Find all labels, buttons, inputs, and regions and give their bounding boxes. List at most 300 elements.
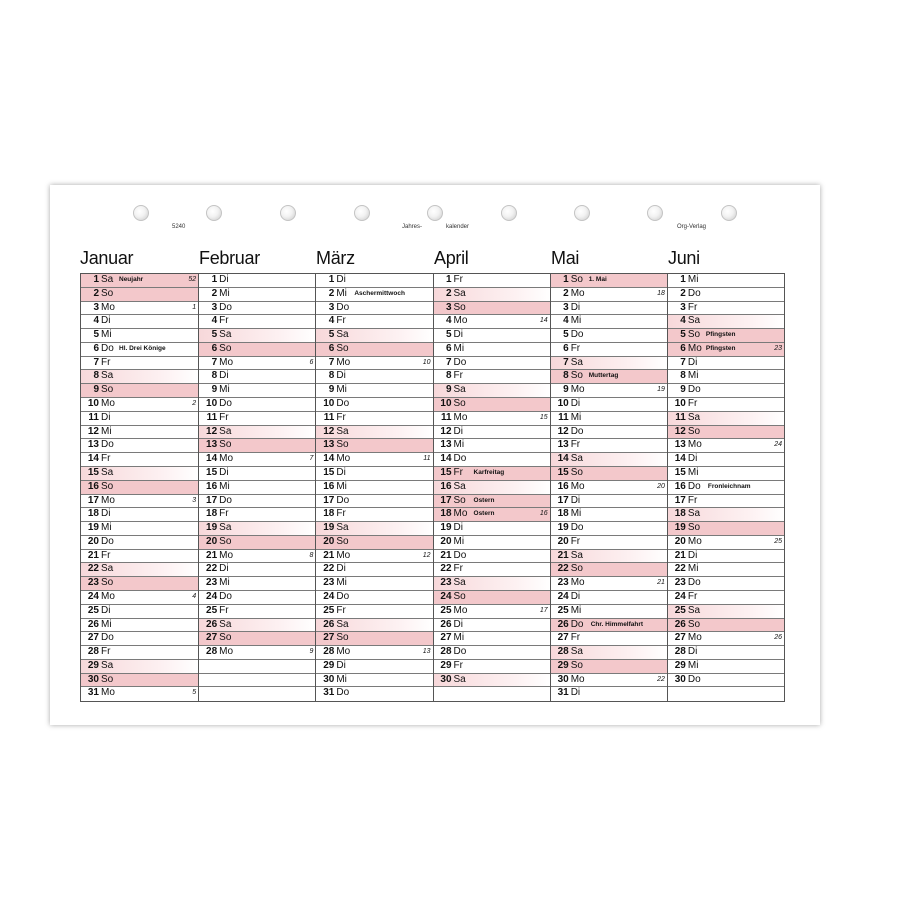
day-number: 27 [674, 632, 686, 644]
day-row [434, 426, 550, 440]
day-number: 1 [563, 274, 569, 285]
day-row [434, 398, 550, 412]
day-number: 7 [211, 356, 218, 368]
day-row [551, 577, 667, 591]
day-number: 7 [445, 356, 452, 368]
day-row [668, 329, 784, 343]
day-number: 24 [440, 590, 452, 602]
weekday: Do [687, 480, 701, 492]
weekday: Sa [336, 329, 349, 341]
weekday: Di [101, 411, 111, 423]
holiday-note: Ostern [473, 496, 495, 504]
day-number: 12 [206, 425, 218, 437]
weekday: So [336, 632, 349, 644]
weekday: Di [101, 508, 111, 520]
weekday: Mi [101, 618, 112, 630]
week-number: 8 [309, 551, 314, 559]
day-number: 21 [557, 549, 569, 561]
day-number: 8 [563, 370, 569, 382]
weekday: Mo [336, 646, 351, 658]
day-number: 26 [440, 618, 452, 630]
weekday: Di [570, 494, 581, 506]
holiday-note: Fronleichnam [707, 482, 751, 490]
day-row [199, 343, 315, 357]
day-number: 26 [674, 618, 686, 630]
weekday: Fr [687, 590, 698, 602]
week-number: 25 [774, 537, 783, 545]
day-row [551, 288, 667, 302]
day-row [551, 522, 667, 536]
day-number: 8 [93, 370, 99, 382]
day-row [199, 453, 315, 467]
day-row [551, 563, 667, 577]
day-number: 25 [323, 604, 335, 616]
day-row [81, 384, 198, 398]
weekday: Fr [101, 549, 111, 561]
month-title: Januar [80, 248, 134, 268]
weekday: So [687, 618, 701, 630]
weekday: Sa [453, 577, 466, 589]
weekday: Di [687, 453, 698, 465]
day-row [434, 453, 550, 467]
weekday: Fr [687, 494, 698, 506]
day-row [668, 274, 784, 288]
day-row [316, 674, 432, 688]
weekday: Mo [101, 398, 115, 410]
day-number: 22 [206, 563, 218, 575]
day-row [81, 357, 198, 371]
weekday: So [219, 342, 232, 354]
day-row [668, 646, 784, 660]
weekday: Do [219, 398, 232, 410]
weekday: Mi [687, 274, 699, 285]
day-number: 11 [440, 411, 452, 423]
weekday: Do [336, 590, 350, 602]
day-number: 6 [680, 342, 686, 354]
day-number: 23 [557, 577, 569, 589]
day-row [316, 467, 432, 481]
day-row [199, 357, 315, 371]
weekday: Mo [336, 356, 351, 368]
weekday: Fr [336, 508, 346, 520]
day-number: 3 [328, 301, 335, 313]
week-number: 5 [192, 689, 197, 697]
day-number: 28 [87, 646, 99, 658]
holiday-note: Neujahr [119, 276, 144, 283]
weekday: Di [219, 370, 229, 382]
day-row [316, 274, 432, 288]
day-number: 23 [206, 577, 218, 589]
day-number: 28 [674, 646, 686, 658]
day-number: 18 [440, 508, 452, 520]
weekday: Di [219, 563, 229, 575]
weekday: So [687, 522, 701, 534]
day-number: 24 [557, 590, 569, 602]
weekday: Sa [453, 673, 466, 685]
weekday: So [687, 425, 701, 437]
day-row [81, 370, 198, 384]
weekday: Do [336, 687, 350, 699]
day-number: 14 [206, 453, 218, 465]
day-row [199, 577, 315, 591]
day-number: 2 [211, 287, 218, 299]
day-row [199, 481, 315, 495]
weekday: Fr [336, 411, 346, 423]
day-number: 25 [87, 604, 99, 616]
day-number: 29 [87, 659, 99, 671]
day-number: 13 [323, 439, 335, 451]
day-row [316, 660, 432, 674]
day-number: 5 [680, 329, 686, 341]
day-row [551, 315, 667, 329]
day-row [81, 632, 198, 646]
day-number: 21 [206, 549, 218, 561]
day-row [434, 495, 550, 509]
weekday: Di [570, 687, 581, 699]
day-number: 3 [211, 301, 218, 313]
week-number: 13 [422, 648, 431, 656]
weekday: Do [453, 549, 467, 561]
weekday: Sa [336, 522, 349, 534]
day-row [316, 619, 432, 633]
day-row [668, 288, 784, 302]
month-title: Mai [551, 248, 580, 268]
day-number: 12 [440, 425, 452, 437]
week-number: 18 [657, 289, 665, 297]
day-number: 26 [323, 618, 335, 630]
holiday-note: Ostern [473, 510, 495, 518]
day-number: 19 [674, 522, 686, 534]
day-number: 19 [323, 522, 335, 534]
weekday: Sa [101, 659, 114, 671]
weekday: Fr [687, 398, 698, 410]
weekday: Mo [570, 673, 585, 685]
day-row [81, 536, 198, 550]
weekday: Mo [570, 287, 585, 299]
weekday: So [570, 659, 583, 671]
day-row [551, 384, 667, 398]
weekday: Mi [101, 329, 112, 341]
day-number: 30 [87, 673, 99, 685]
day-number: 3 [563, 301, 569, 313]
day-row [316, 426, 432, 440]
weekday: Mi [687, 563, 699, 575]
day-row [551, 687, 667, 701]
day-row [434, 605, 550, 619]
weekday: Di [336, 466, 346, 478]
day-number: 15 [206, 466, 218, 478]
weekday: Mi [453, 535, 465, 547]
day-number: 18 [206, 508, 218, 520]
day-row [316, 329, 432, 343]
month-column [198, 274, 315, 701]
day-row [668, 522, 784, 536]
day-number: 17 [87, 494, 99, 506]
weekday: Mi [687, 659, 699, 671]
day-number: 27 [206, 632, 218, 644]
weekday: Mo [453, 411, 468, 423]
day-row [434, 343, 550, 357]
day-number: 17 [674, 494, 686, 506]
month-column [81, 274, 198, 701]
day-number: 28 [440, 646, 452, 658]
day-number: 16 [87, 480, 99, 492]
weekday: Do [570, 618, 584, 630]
weekday: Do [336, 301, 350, 313]
day-row [316, 357, 432, 371]
day-row [551, 329, 667, 343]
day-number: 27 [323, 632, 335, 644]
day-number: 20 [87, 535, 99, 547]
day-number: 25 [674, 604, 686, 616]
empty-row [668, 687, 784, 701]
weekday: So [101, 287, 114, 299]
day-row [316, 687, 432, 701]
day-number: 20 [557, 535, 569, 547]
day-row [668, 605, 784, 619]
day-number: 26 [87, 618, 99, 630]
weekday: Fr [453, 466, 463, 478]
day-number: 4 [680, 315, 686, 327]
day-row [434, 357, 550, 371]
day-row [199, 302, 315, 316]
day-row [668, 563, 784, 577]
day-number: 8 [328, 370, 335, 382]
day-number: 23 [323, 577, 335, 589]
day-number: 1 [445, 274, 452, 285]
day-row [81, 495, 198, 509]
day-number: 6 [328, 342, 335, 354]
day-number: 25 [440, 604, 452, 616]
day-row [434, 439, 550, 453]
weekday: Do [219, 301, 232, 313]
day-row [199, 563, 315, 577]
weekday: Sa [570, 549, 583, 561]
day-row [81, 426, 198, 440]
day-row [551, 495, 667, 509]
weekday: Sa [219, 425, 232, 437]
weekday: Sa [570, 453, 583, 465]
day-row [551, 412, 667, 426]
weekday: Di [570, 398, 581, 410]
day-row [551, 302, 667, 316]
day-number: 13 [674, 439, 686, 451]
day-row [199, 370, 315, 384]
empty-row [199, 660, 315, 674]
weekday: So [570, 466, 583, 478]
weekday: Di [570, 590, 581, 602]
month-title: März [316, 248, 355, 268]
day-number: 17 [206, 494, 218, 506]
day-row [81, 591, 198, 605]
weekday: Do [453, 356, 467, 368]
day-row [551, 550, 667, 564]
day-row [434, 274, 550, 288]
weekday: Sa [336, 618, 349, 630]
weekday: Mi [570, 508, 582, 520]
day-row [668, 674, 784, 688]
week-number: 6 [309, 358, 314, 366]
day-row [668, 536, 784, 550]
day-row [81, 398, 198, 412]
week-number: 11 [423, 455, 431, 463]
month-title: Juni [668, 248, 700, 268]
weekday: Do [219, 494, 232, 506]
weekday: Do [453, 646, 467, 658]
day-number: 29 [440, 659, 452, 671]
weekday: Fr [219, 411, 229, 423]
weekday: Mo [101, 494, 115, 506]
day-row [551, 398, 667, 412]
weekday: Fr [219, 604, 229, 616]
day-number: 30 [674, 673, 686, 685]
day-row [316, 646, 432, 660]
day-row [81, 467, 198, 481]
day-row [434, 288, 550, 302]
weekday: Fr [453, 370, 463, 382]
day-number: 22 [674, 563, 686, 575]
day-row [199, 398, 315, 412]
day-number: 20 [323, 535, 335, 547]
day-row [199, 632, 315, 646]
holiday-note: 1. Mai [588, 276, 607, 283]
day-number: 21 [674, 549, 686, 561]
day-number: 10 [323, 398, 335, 410]
weekday: Mi [570, 411, 582, 423]
day-number: 22 [557, 563, 569, 575]
weekday: Di [453, 329, 463, 341]
day-number: 22 [87, 563, 99, 575]
weekday: Mi [336, 480, 347, 492]
day-row [434, 467, 550, 481]
weekday: Mo [687, 535, 702, 547]
weekday: So [336, 342, 349, 354]
day-row [551, 343, 667, 357]
day-number: 1 [211, 274, 218, 285]
day-number: 16 [557, 480, 569, 492]
weekday: Do [219, 590, 232, 602]
day-row [81, 315, 198, 329]
day-row [81, 481, 198, 495]
day-number: 11 [323, 411, 335, 423]
weekday: Do [570, 425, 584, 437]
weekday: Do [570, 522, 584, 534]
day-number: 11 [558, 411, 569, 423]
week-number: 21 [657, 579, 665, 587]
weekday: So [453, 590, 466, 602]
day-number: 10 [674, 398, 686, 410]
weekday: Fr [453, 274, 463, 285]
day-row [434, 550, 550, 564]
weekday: Sa [219, 522, 232, 534]
day-number: 7 [93, 356, 99, 368]
day-number: 12 [87, 425, 99, 437]
day-number: 7 [328, 356, 335, 368]
day-number: 30 [323, 673, 335, 685]
day-number: 6 [211, 342, 218, 354]
day-row [551, 481, 667, 495]
weekday: Sa [453, 384, 466, 396]
weekday: Do [101, 342, 114, 354]
day-row [668, 384, 784, 398]
day-row [316, 453, 432, 467]
day-number: 22 [440, 563, 452, 575]
day-row [199, 274, 315, 288]
day-number: 9 [445, 384, 452, 396]
weekday: Mo [219, 356, 234, 368]
day-row [434, 412, 550, 426]
month-column [315, 274, 432, 701]
day-number: 23 [87, 577, 99, 589]
weekday: Do [687, 673, 701, 685]
weekday: So [219, 535, 232, 547]
weekday: Di [453, 618, 463, 630]
week-number: 16 [539, 510, 548, 518]
week-number: 3 [192, 496, 197, 504]
weekday: Do [336, 398, 350, 410]
day-row [434, 329, 550, 343]
weekday: Do [101, 439, 114, 451]
week-number: 26 [774, 634, 783, 642]
day-row [316, 302, 432, 316]
day-number: 3 [445, 301, 452, 313]
weekday: So [687, 329, 701, 341]
day-number: 21 [323, 549, 335, 561]
day-row [316, 412, 432, 426]
day-number: 4 [93, 315, 99, 327]
day-row [199, 412, 315, 426]
day-number: 14 [323, 453, 335, 465]
day-row [668, 370, 784, 384]
day-row [199, 384, 315, 398]
day-row [551, 536, 667, 550]
day-number: 29 [323, 659, 335, 671]
day-row [668, 508, 784, 522]
day-row [81, 577, 198, 591]
product-code: 5240 [172, 224, 186, 230]
day-row [434, 536, 550, 550]
month-title: Februar [199, 248, 260, 268]
day-number: 9 [328, 384, 335, 396]
holiday-note: Aschermittwoch [354, 289, 405, 297]
weekday: Fr [336, 315, 346, 327]
weekday: Do [687, 287, 701, 299]
day-row [316, 481, 432, 495]
weekday: Mi [687, 370, 699, 382]
weekday: Sa [101, 370, 114, 382]
day-number: 20 [674, 535, 686, 547]
weekday: Fr [570, 342, 581, 354]
weekday: Di [219, 274, 229, 285]
day-number: 2 [563, 287, 569, 299]
day-row [81, 687, 198, 701]
day-number: 13 [440, 439, 452, 451]
day-number: 16 [323, 480, 335, 492]
day-row [316, 536, 432, 550]
weekday: So [336, 535, 349, 547]
weekday: Fr [101, 356, 111, 368]
day-row [316, 550, 432, 564]
day-number: 7 [680, 356, 686, 368]
holiday-note: Pfingsten [705, 331, 736, 339]
day-row [81, 343, 198, 357]
weekday: Mi [336, 287, 347, 299]
weekday: Do [101, 535, 114, 547]
day-row [316, 343, 432, 357]
day-row [668, 550, 784, 564]
binder-hole [206, 205, 222, 221]
day-number: 6 [445, 342, 452, 354]
